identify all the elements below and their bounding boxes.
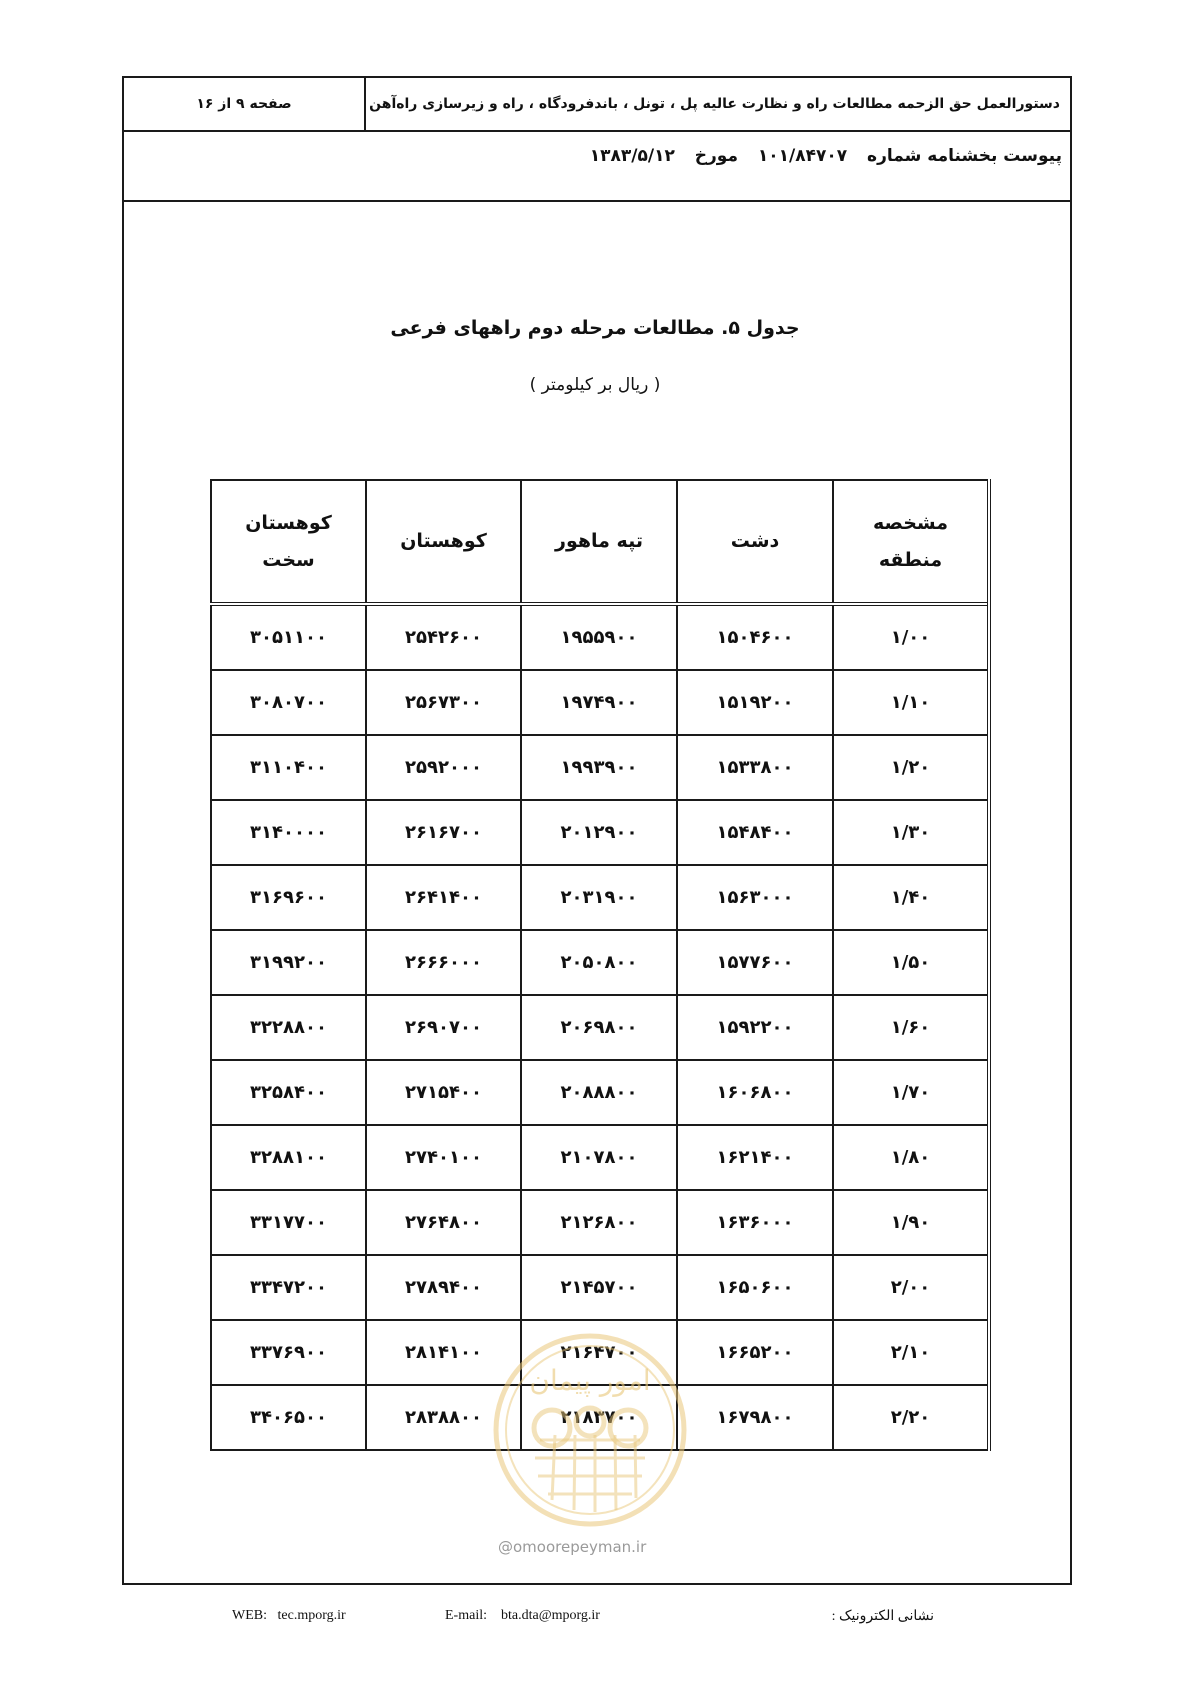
cell-mountain: ۲۷۴۰۱۰۰: [366, 1125, 521, 1190]
fee-table: [210, 479, 991, 1451]
cell-plain: ۱۶۰۶۸۰۰: [677, 1060, 833, 1125]
footer-email-value: bta.dta@mporg.ir: [501, 1608, 600, 1623]
header-mountain: کوهستان: [366, 480, 521, 604]
footer-email: [445, 1608, 600, 1624]
table-body: [211, 604, 989, 1450]
cell-plain: ۱۵۶۳۰۰۰: [677, 865, 833, 930]
cell-hard: ۳۱۱۰۴۰۰: [211, 735, 366, 800]
watermark-url: @omoorepeyman.ir: [498, 1538, 647, 1556]
watermark-text: امور پیمان: [529, 1364, 651, 1397]
table-row: [211, 1385, 989, 1450]
cell-hard: ۳۲۵۸۴۰۰: [211, 1060, 366, 1125]
table-row: [211, 1060, 989, 1125]
attachment-label: پیوست بخشنامه شماره: [867, 146, 1062, 166]
cell-hard: ۳۲۸۸۱۰۰: [211, 1125, 366, 1190]
cell-hard: ۳۴۰۶۵۰۰: [211, 1385, 366, 1450]
footer-email-label: E-mail:: [445, 1608, 487, 1623]
cell-mountain: ۲۷۱۵۴۰۰: [366, 1060, 521, 1125]
header-row: [124, 78, 1070, 132]
cell-hilly: ۲۰۵۰۸۰۰: [521, 930, 677, 995]
cell-hard: ۳۲۲۸۸۰۰: [211, 995, 366, 1060]
cell-mountain: ۲۸۱۴۱۰۰: [366, 1320, 521, 1385]
header-hilly: تپه ماهور: [521, 480, 677, 604]
table-title: جدول ۵. مطالعات مرحله دوم راههای فرعی: [390, 317, 800, 339]
table-row: [211, 800, 989, 865]
date-label: مورخ: [694, 146, 738, 166]
cell-mountain: ۲۵۶۷۳۰۰: [366, 670, 521, 735]
attachment-number: ۱۰۱/۸۴۷۰۷: [757, 146, 848, 166]
footer-web-value: tec.mporg.ir: [277, 1608, 346, 1623]
cell-mountain: ۲۶۶۶۰۰۰: [366, 930, 521, 995]
cell-hilly: ۲۱۸۳۷۰۰: [521, 1385, 677, 1450]
cell-mountain: ۲۷۶۴۸۰۰: [366, 1190, 521, 1255]
footer-web: [232, 1608, 346, 1624]
cell-hilly: ۲۰۱۲۹۰۰: [521, 800, 677, 865]
table-row: [211, 995, 989, 1060]
cell-hilly: ۱۹۹۳۹۰۰: [521, 735, 677, 800]
cell-hilly: ۲۰۳۱۹۰۰: [521, 865, 677, 930]
table-row: [211, 1255, 989, 1320]
cell-hilly: ۱۹۵۵۹۰۰: [521, 604, 677, 670]
cell-zone: ۱/۶۰: [833, 995, 989, 1060]
cell-plain: ۱۵۹۲۲۰۰: [677, 995, 833, 1060]
table-unit: ( ریال بر کیلومتر ): [529, 375, 661, 395]
footer-address-label: نشانی الکترونیک :: [831, 1609, 934, 1624]
cell-hilly: ۲۱۶۴۷۰۰: [521, 1320, 677, 1385]
cell-mountain: ۲۶۱۶۷۰۰: [366, 800, 521, 865]
cell-plain: ۱۵۴۸۴۰۰: [677, 800, 833, 865]
cell-mountain: ۲۶۴۱۴۰۰: [366, 865, 521, 930]
cell-plain: ۱۶۷۹۸۰۰: [677, 1385, 833, 1450]
table-row: [211, 604, 989, 670]
cell-zone: ۱/۹۰: [833, 1190, 989, 1255]
footer-web-label: WEB:: [232, 1608, 267, 1623]
cell-plain: ۱۵۳۳۸۰۰: [677, 735, 833, 800]
cell-hilly: ۲۰۸۸۸۰۰: [521, 1060, 677, 1125]
table-row: [211, 735, 989, 800]
cell-zone: ۱/۸۰: [833, 1125, 989, 1190]
cell-zone: ۲/۱۰: [833, 1320, 989, 1385]
table-row: [211, 865, 989, 930]
cell-hilly: ۲۱۴۵۷۰۰: [521, 1255, 677, 1320]
attachment-reference: [576, 146, 1062, 166]
cell-plain: ۱۵۷۷۶۰۰: [677, 930, 833, 995]
table-row: [211, 670, 989, 735]
cell-zone: ۱/۵۰: [833, 930, 989, 995]
table-row: [211, 930, 989, 995]
cell-hilly: ۱۹۷۴۹۰۰: [521, 670, 677, 735]
header-hard-mountain-line1: کوهستان: [245, 512, 332, 535]
header-zone-line2: منطقه: [878, 548, 943, 571]
cell-hard: ۳۱۴۰۰۰۰: [211, 800, 366, 865]
cell-zone: ۱/۳۰: [833, 800, 989, 865]
cell-hilly: ۲۰۶۹۸۰۰: [521, 995, 677, 1060]
cell-plain: ۱۵۰۴۶۰۰: [677, 604, 833, 670]
cell-plain: ۱۶۵۰۶۰۰: [677, 1255, 833, 1320]
cell-zone: ۲/۲۰: [833, 1385, 989, 1450]
cell-plain: ۱۶۶۵۲۰۰: [677, 1320, 833, 1385]
cell-hard: ۳۳۱۷۷۰۰: [211, 1190, 366, 1255]
cell-plain: ۱۶۳۶۰۰۰: [677, 1190, 833, 1255]
cell-zone: ۱/۰۰: [833, 604, 989, 670]
cell-zone: ۱/۴۰: [833, 865, 989, 930]
cell-zone: ۱/۲۰: [833, 735, 989, 800]
cell-hard: ۳۳۴۷۲۰۰: [211, 1255, 366, 1320]
cell-plain: ۱۵۱۹۲۰۰: [677, 670, 833, 735]
cell-hilly: ۲۱۲۶۸۰۰: [521, 1190, 677, 1255]
cell-hilly: ۲۱۰۷۸۰۰: [521, 1125, 677, 1190]
page-number: صفحه ۹ از ۱۶: [124, 78, 366, 130]
header-hard-mountain-line2: سخت: [262, 548, 315, 571]
table-row: [211, 1320, 989, 1385]
cell-hard: ۳۳۷۶۹۰۰: [211, 1320, 366, 1385]
cell-mountain: ۲۵۹۲۰۰۰: [366, 735, 521, 800]
document-title: دستورالعمل حق الزحمه مطالعات راه و نظارت عالیه پل ، تونل ، باندفرودگاه ، راه و زیرسازی راه‌آهن: [369, 96, 1060, 112]
cell-zone: ۱/۷۰: [833, 1060, 989, 1125]
header-zone: [833, 480, 989, 604]
cell-mountain: ۲۵۴۲۶۰۰: [366, 604, 521, 670]
table-row: [211, 1125, 989, 1190]
table-header-row: [211, 480, 989, 604]
header-plain: دشت: [677, 480, 833, 604]
table-row: [211, 1190, 989, 1255]
attachment-date: ۱۳۸۳/۵/۱۲: [589, 146, 675, 166]
cell-zone: ۱/۱۰: [833, 670, 989, 735]
header-hard-mountain: [211, 480, 366, 604]
cell-hard: ۳۰۸۰۷۰۰: [211, 670, 366, 735]
cell-hard: ۳۱۹۹۲۰۰: [211, 930, 366, 995]
cell-mountain: ۲۶۹۰۷۰۰: [366, 995, 521, 1060]
header-zone-line1: مشخصه: [872, 512, 949, 535]
cell-hard: ۳۰۵۱۱۰۰: [211, 604, 366, 670]
attachment-row: [124, 132, 1070, 202]
cell-mountain: ۲۸۳۸۸۰۰: [366, 1385, 521, 1450]
cell-mountain: ۲۷۸۹۴۰۰: [366, 1255, 521, 1320]
cell-plain: ۱۶۲۱۴۰۰: [677, 1125, 833, 1190]
cell-zone: ۲/۰۰: [833, 1255, 989, 1320]
cell-hard: ۳۱۶۹۶۰۰: [211, 865, 366, 930]
